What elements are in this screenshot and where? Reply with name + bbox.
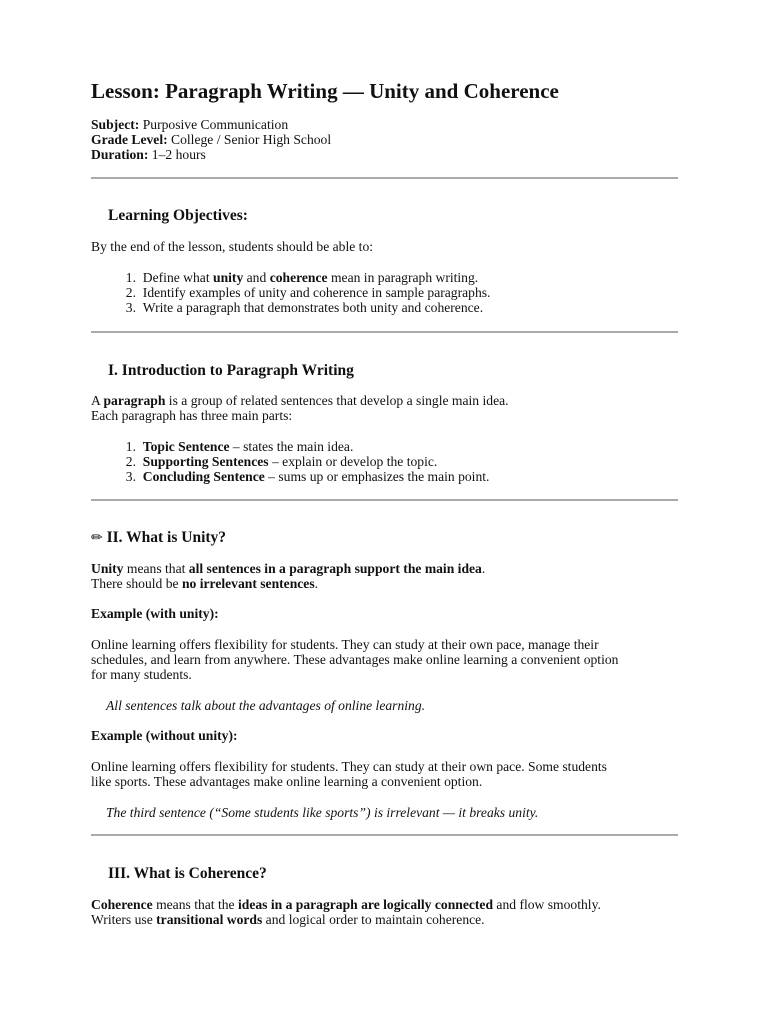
pencil-icon: ✏: [91, 530, 103, 546]
meta-duration: Duration: 1–2 hours: [91, 147, 206, 163]
list-item: 1. Define what unity and coherence mean in paragraph writing.: [125, 270, 479, 285]
divider: [91, 177, 678, 179]
intro-paragraph: A paragraph is a group of related sentences that develop a single main idea. Each paragraph has three main parts:: [91, 393, 509, 424]
unity-definition: Unity means that all sentences in a paragraph support the main idea. There should be no irrelevant sentences.: [91, 561, 486, 592]
intro-heading: I. Introduction to Paragraph Writing: [108, 362, 354, 379]
divider: [91, 834, 678, 836]
example-with-unity-paragraph: Online learning offers flexibility for students. They can study at their own pace, manage their schedules, and learn from anywhere. These advantages make online learning a convenient option for many students.: [91, 637, 619, 683]
page-title: Lesson: Paragraph Writing — Unity and Coherence: [91, 79, 559, 103]
meta-subject: Subject: Purposive Communication: [91, 117, 289, 132]
list-item: 2. Supporting Sentences – explain or develop the topic.: [125, 454, 438, 470]
example-without-unity-note: The third sentence (“Some students like sports”) is irrelevant — it breaks unity.: [106, 805, 539, 820]
example-with-unity-note: All sentences talk about the advantages of online learning.: [106, 698, 426, 713]
coherence-definition: Coherence means that the ideas in a paragraph are logically connected and flow smoothly. Writers use transitional words and logical order to maintain coherence.: [91, 897, 601, 928]
example-without-unity-heading: Example (without unity):: [91, 728, 238, 743]
coherence-heading: III. What is Coherence?: [108, 865, 267, 882]
objectives-heading: Learning Objectives:: [108, 207, 248, 224]
list-item: 3. Write a paragraph that demonstrates both unity and coherence.: [125, 300, 484, 316]
objectives-intro: By the end of the lesson, students should be able to:: [91, 239, 374, 254]
example-with-unity-heading: Example (with unity):: [91, 606, 219, 621]
divider: [91, 331, 678, 333]
example-without-unity-paragraph: Online learning offers flexibility for students. They can study at their own pace. Some students like sports. These advantages make online learning a convenient option.: [91, 759, 607, 790]
list-item: 1. Topic Sentence – states the main idea.: [125, 439, 354, 454]
list-item: 2. Identify examples of unity and coherence in sample paragraphs.: [125, 285, 491, 301]
objectives-list: [91, 270, 490, 316]
unity-heading: ✏ II. What is Unity?: [91, 529, 227, 546]
paragraph-parts-list: [91, 439, 489, 485]
list-item: 3. Concluding Sentence – sums up or emphasizes the main point.: [125, 469, 490, 485]
meta-grade-level: Grade Level: College / Senior High School: [91, 132, 332, 148]
divider: [91, 499, 678, 501]
lesson-meta: [91, 117, 331, 163]
